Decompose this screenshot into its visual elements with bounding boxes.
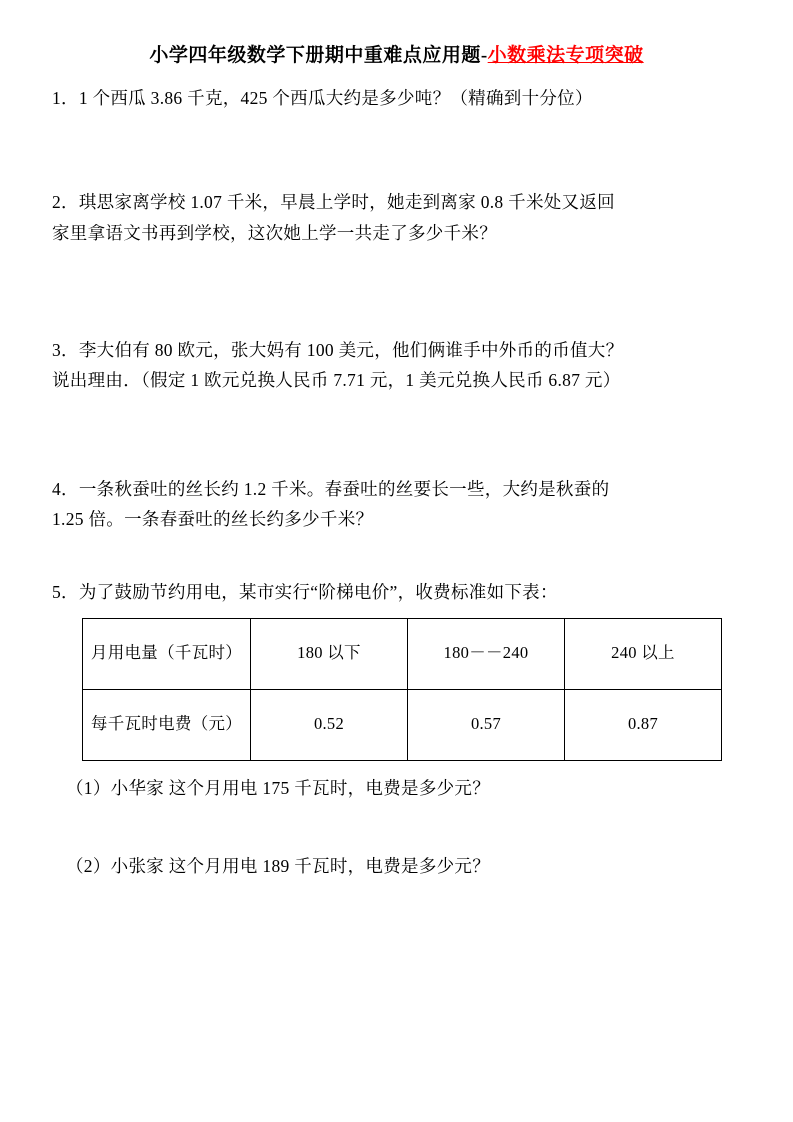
price-tier-1: 0.52 bbox=[251, 689, 408, 760]
question-4-line-2: 1.25 倍。一条春蚕吐的丝长约多少千米？ bbox=[52, 509, 374, 530]
row-header-usage: 月用电量（千瓦时） bbox=[83, 618, 251, 689]
question-3-line-1: 3．李大伯有 80 欧元，张大妈有 100 美元，他们俩谁手中外币的币值大？ bbox=[52, 339, 624, 360]
usage-tier-2: 180－－240 bbox=[408, 618, 565, 689]
page-title bbox=[52, 44, 741, 69]
electricity-rate-table bbox=[82, 618, 722, 761]
page-title-accent: 小数乘法专项突破 bbox=[487, 45, 644, 66]
answer-space-4 bbox=[52, 535, 741, 577]
question-5-sub-2: （2）小张家 这个月用电 189 千瓦时，电费是多少元？ bbox=[66, 856, 491, 877]
question-5: 5．为了鼓励节约用电，某市实行“阶梯电价”，收费标准如下表： bbox=[52, 582, 558, 603]
question-5-sub-1: （1）小华家 这个月用电 175 千瓦时，电费是多少元？ bbox=[66, 777, 491, 798]
answer-space-1 bbox=[52, 113, 741, 187]
table-row bbox=[83, 689, 722, 760]
row-header-price: 每千瓦时电费（元） bbox=[83, 689, 251, 760]
question-4-line-1: 4．一条秋蚕吐的丝长约 1.2 千米。春蚕吐的丝要长一些，大约是秋蚕的 bbox=[52, 478, 610, 499]
usage-tier-1: 180 以下 bbox=[251, 618, 408, 689]
answer-space-3 bbox=[52, 396, 741, 474]
table-row bbox=[83, 618, 722, 689]
usage-tier-3: 240 以上 bbox=[565, 618, 722, 689]
question-3-line-2: 说出理由．（假定 1 欧元兑换人民币 7.71 元，1 美元兑换人民币 6.87 元） bbox=[52, 370, 621, 391]
question-1: 1．1 个西瓜 3.86 千克，425 个西瓜大约是多少吨？（精确到十分位） bbox=[52, 87, 593, 108]
answer-space-5-1 bbox=[52, 803, 741, 851]
question-2-line-2: 家里拿语文书再到学校，这次她上学一共走了多少千米？ bbox=[52, 222, 497, 243]
price-tier-3: 0.87 bbox=[565, 689, 722, 760]
question-2-line-1: 2．琪思家离学校 1.07 千米，早晨上学时，她走到离家 0.8 千米处又返回 bbox=[52, 192, 615, 213]
spacer-after-table bbox=[52, 761, 741, 773]
answer-space-2 bbox=[52, 249, 741, 335]
page-title-main: 小学四年级数学下册期中重难点应用题- bbox=[149, 45, 488, 66]
price-tier-2: 0.57 bbox=[408, 689, 565, 760]
